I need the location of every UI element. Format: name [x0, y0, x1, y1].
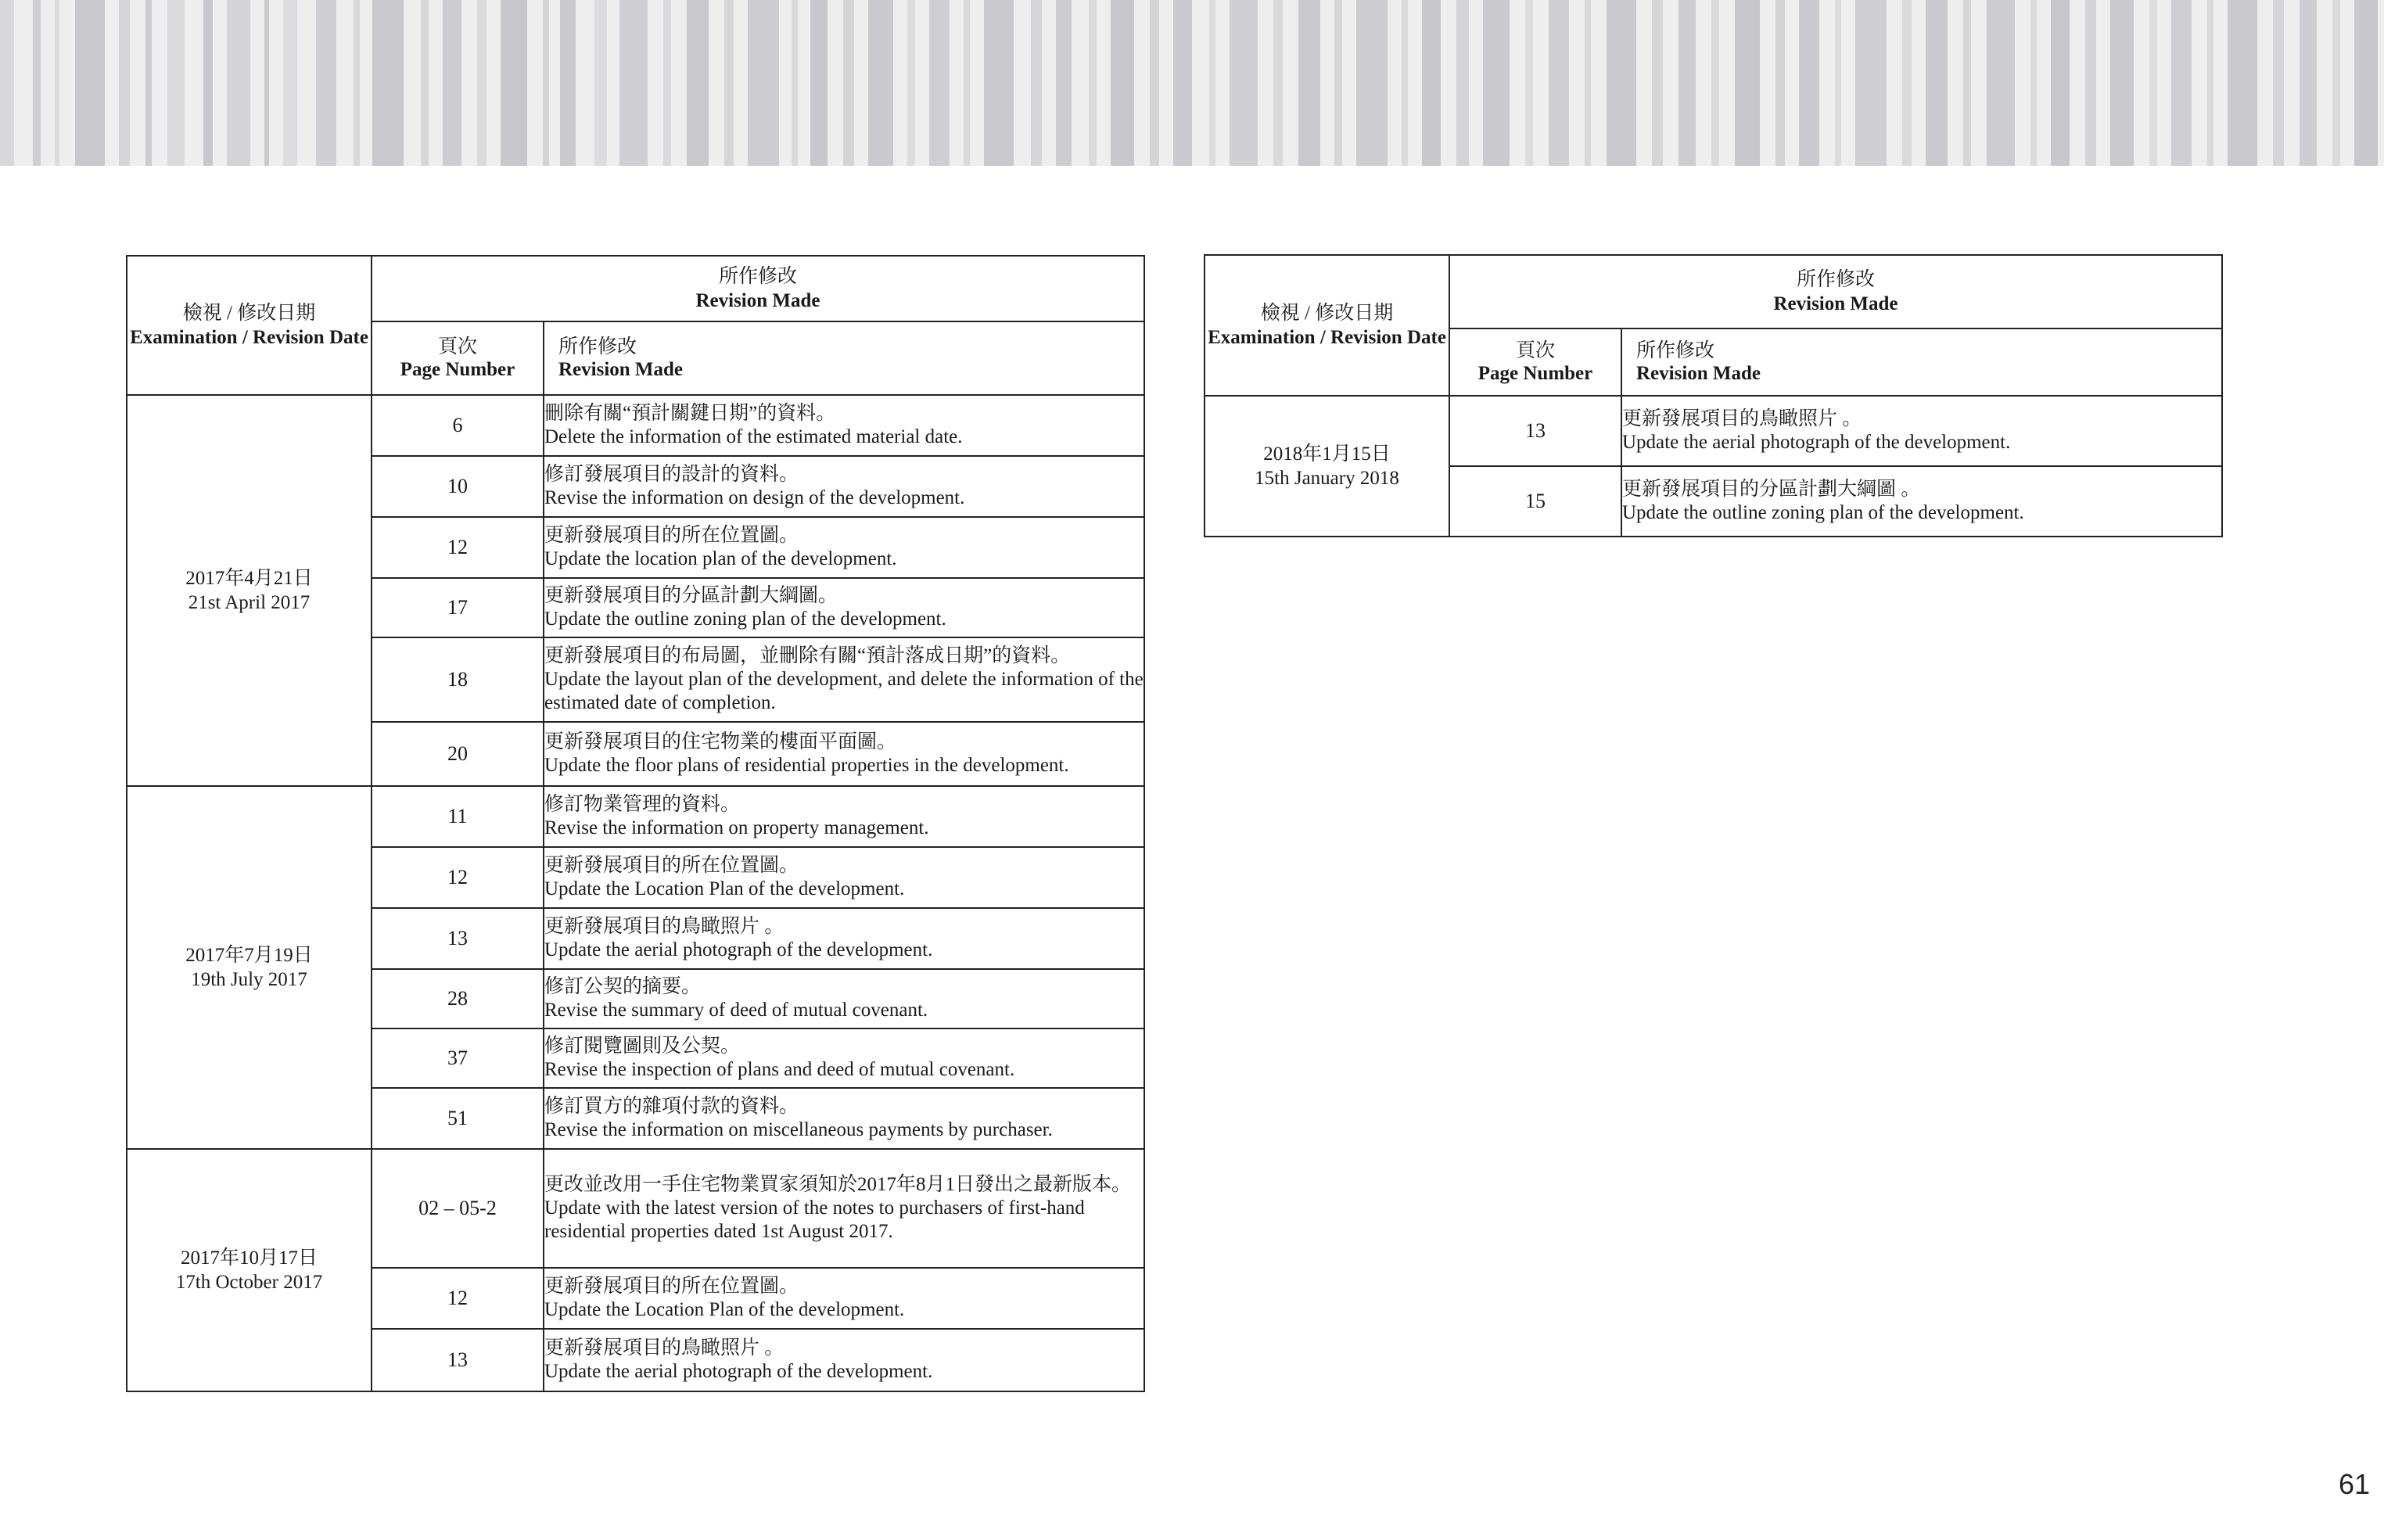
banner-stripe: [1835, 0, 1841, 166]
banner-stripe: [1652, 0, 1663, 166]
banner-stripe: [1711, 0, 1719, 166]
revision-description-en: Revise the information on miscellaneous payments by purchaser.: [544, 1119, 1053, 1140]
revision-date-zh: 2018年1月15日: [1263, 443, 1391, 465]
banner-stripe: [2171, 0, 2192, 166]
banner-stripe: [443, 0, 461, 166]
banner-stripe: [1902, 0, 1912, 166]
page-number-cell: 20: [372, 722, 544, 786]
banner-stripe: [560, 0, 576, 166]
revision-description-en: Update the layout plan of the development, and delete the information of the estimated date of completion.: [544, 669, 1144, 713]
revision-description-zh: 修訂發展項目的設計的資料。: [544, 464, 799, 485]
revision-date-en: 15th January 2018: [1255, 468, 1399, 489]
banner-stripe: [145, 0, 152, 166]
banner-stripe: [2332, 0, 2340, 166]
banner-stripe: [663, 0, 671, 166]
revision-description-en: Update the floor plans of residential properties in the development.: [544, 755, 1069, 776]
banner-stripe: [1422, 0, 1441, 166]
banner-stripe: [748, 0, 779, 166]
revision-date-zh: 2017年10月17日: [180, 1247, 318, 1269]
revision-description-cell: [544, 637, 1144, 722]
banner-stripe: [264, 0, 269, 166]
revision-description-zh: 更新發展項目的分區計劃大綱圖 。: [1622, 479, 1921, 500]
banner-stripe: [810, 0, 828, 166]
banner-stripe: [1173, 0, 1192, 166]
banner-stripe: [1775, 0, 1785, 166]
banner-stripe: [1585, 0, 1591, 166]
revision-date-cell: [1205, 396, 1449, 537]
revision-description-cell: [544, 722, 1144, 786]
revision-description-zh: 更新發展項目的鳥瞰照片 。: [1622, 408, 1862, 429]
revision-date-cell: [127, 1149, 372, 1391]
revision-description-en: Update the aerial photograph of the development.: [1622, 432, 2011, 453]
banner-stripe: [1926, 0, 1948, 166]
page-number-cell: 18: [372, 637, 544, 722]
banner-stripe: [1607, 0, 1636, 166]
banner-stripe: [868, 0, 893, 166]
revision-description-zh: 修訂物業管理的資料。: [544, 794, 741, 815]
revision-description-zh: 更新發展項目的所在位置圖。: [544, 525, 799, 546]
banner-stripe: [1356, 0, 1388, 166]
banner-stripe: [1031, 0, 1042, 166]
banner-stripe: [167, 0, 185, 166]
revision-description-cell: [544, 1028, 1144, 1088]
banner-stripe: [792, 0, 798, 166]
banner-stripe: [2273, 0, 2284, 166]
revision-description-cell: [544, 517, 1144, 578]
revision-date-zh: 2017年7月19日: [185, 945, 313, 966]
page-number-cell: 17: [372, 578, 544, 637]
revision-description-cell: [544, 578, 1144, 637]
banner-stripe: [543, 0, 549, 166]
page-number-cell: 12: [372, 847, 544, 908]
page-number-cell: 28: [372, 969, 544, 1028]
banner-stripe: [2110, 0, 2134, 166]
revision-description-cell: [544, 1149, 1144, 1268]
banner-stripe: [1230, 0, 1258, 166]
header-page-number: 頁次 Page Number: [1449, 328, 1621, 396]
banner-stripe: [2207, 0, 2213, 166]
revision-date-en: 19th July 2017: [191, 969, 307, 990]
banner-stripe: [203, 0, 213, 166]
banner-stripe: [372, 0, 404, 166]
page-number-cell: 13: [372, 908, 544, 969]
header-examination-date: 檢視 / 修改日期 Examination / Revision Date: [1205, 255, 1449, 396]
page-number-cell: 12: [372, 517, 544, 578]
banner-stripe: [1456, 0, 1469, 166]
banner-stripe: [501, 0, 527, 166]
revision-table-left: [126, 255, 1145, 1392]
revision-description-zh: 更新發展項目的所在位置圖。: [544, 1276, 799, 1297]
page-number-cell: 13: [1449, 396, 1621, 466]
revision-description-cell: [544, 847, 1144, 908]
revision-description-cell: [544, 969, 1144, 1028]
page-number-cell: 11: [372, 786, 544, 847]
revision-description-zh: 更新發展項目的鳥瞰照片 。: [544, 1337, 784, 1359]
banner-stripe: [283, 0, 297, 166]
revision-description-zh: 刪除有關“預計關鍵日期”的資料。: [544, 403, 836, 424]
revision-description-zh: 更新發展項目的鳥瞰照片 。: [544, 916, 784, 937]
page-number-cell: 13: [372, 1329, 544, 1391]
banner-stripe: [1678, 0, 1696, 166]
banner-stripe: [1525, 0, 1533, 166]
revision-description-cell: [544, 908, 1144, 969]
banner-stripe: [1855, 0, 1887, 166]
revision-description-en: Revise the inspection of plans and deed of mutual covenant.: [544, 1059, 1015, 1080]
revision-description-en: Update the aerial photograph of the development.: [544, 1361, 933, 1382]
table-row: [127, 786, 1144, 847]
header-page-number: 頁次 Page Number: [372, 321, 544, 395]
revision-description-en: Revise the information on property management.: [544, 817, 929, 838]
banner-stripe: [687, 0, 709, 166]
banner-stripe: [594, 0, 607, 166]
banner-stripe: [2085, 0, 2096, 166]
table-row: [127, 395, 1144, 456]
banner-stripe: [1549, 0, 1569, 166]
banner-stripe: [1987, 0, 2015, 166]
banner-stripe: [929, 0, 950, 166]
revision-description-cell: [544, 1329, 1144, 1391]
revision-description-en: Update with the latest version of the notes to purchasers of first-hand residential properties dated 1st August 2017.: [544, 1197, 1085, 1242]
revision-description-en: Update the Location Plan of the development.: [544, 1299, 905, 1320]
banner-stripe: [2149, 0, 2157, 166]
banner-stripe: [0, 0, 14, 166]
banner-stripe: [1963, 0, 1971, 166]
banner-stripe: [354, 0, 360, 166]
revision-description-zh: 更新發展項目的布局圖，並刪除有關“預計落成日期”的資料。: [544, 645, 1071, 666]
banner-stripe: [316, 0, 336, 166]
header-revision-description: 所作修改 Revision Made: [544, 321, 1144, 395]
revision-description-en: Revise the summary of deed of mutual covenant.: [544, 1000, 928, 1021]
page-number-cell: 15: [1449, 466, 1621, 537]
banner-stripe: [619, 0, 648, 166]
banner-stripe: [2300, 0, 2317, 166]
revision-description-en: Update the location plan of the development.: [544, 548, 897, 569]
banner-stripe: [907, 0, 915, 166]
banner-stripe: [984, 0, 1014, 166]
banner-stripe: [1089, 0, 1097, 166]
banner-stripe: [2051, 0, 2070, 166]
revision-date-cell: [127, 395, 372, 786]
revision-description-cell: [544, 456, 1144, 517]
revision-description-cell: [544, 1088, 1144, 1149]
revision-date-en: 17th October 2017: [175, 1272, 323, 1293]
page-number-cell: 02 – 05-2: [372, 1149, 544, 1268]
revision-description-cell: [544, 786, 1144, 847]
revision-date-zh: 2017年4月21日: [185, 568, 313, 589]
banner-stripe: [964, 0, 970, 166]
revision-description-en: Update the aerial photograph of the development.: [544, 939, 933, 960]
table-row: [127, 1149, 1144, 1268]
revision-description-en: Update the outline zoning plan of the development.: [544, 608, 946, 630]
revision-date-cell: [127, 786, 372, 1149]
revision-description-zh: 修訂閱覽圖則及公契。: [544, 1036, 741, 1057]
revision-description-zh: 修訂買方的雜項付款的資料。: [544, 1096, 799, 1117]
page-number-cell: 10: [372, 456, 544, 517]
revision-description-en: Revise the information on design of the development.: [544, 487, 965, 508]
banner-stripe: [55, 0, 59, 166]
revision-table-right: [1204, 254, 2223, 537]
page-number-cell: 51: [372, 1088, 544, 1149]
page-number-cell: 37: [372, 1028, 544, 1088]
revision-description-zh: 更新發展項目的住宅物業的樓面平面圖。: [544, 731, 897, 752]
table-row: [1205, 396, 2222, 466]
decorative-striped-banner: [0, 0, 2384, 166]
banner-stripe: [1483, 0, 1510, 166]
revision-description-en: Delete the information of the estimated material date.: [544, 426, 963, 447]
page-number-cell: 6: [372, 395, 544, 456]
header-examination-date: 檢視 / 修改日期 Examination / Revision Date: [127, 256, 372, 395]
banner-stripe: [1111, 0, 1134, 166]
revision-date-en: 21st April 2017: [188, 592, 311, 613]
header-revision-made: 所作修改 Revision Made: [1449, 255, 2222, 328]
revision-description-zh: 更新發展項目的分區計劃大綱圖。: [544, 585, 838, 606]
banner-stripe: [75, 0, 105, 166]
revision-description-cell: [1621, 466, 2222, 537]
banner-stripe: [2354, 0, 2378, 166]
banner-stripe: [1735, 0, 1760, 166]
banner-stripe: [1402, 0, 1408, 166]
banner-stripe: [477, 0, 486, 166]
banner-stripe: [1273, 0, 1283, 166]
banner-stripe: [843, 0, 854, 166]
banner-stripe: [1334, 0, 1342, 166]
header-revision-description: 所作修改 Revision Made: [1621, 328, 2222, 396]
revision-description-cell: [544, 1268, 1144, 1329]
revision-description-cell: [544, 395, 1144, 456]
banner-stripe: [2228, 0, 2257, 166]
banner-stripe: [119, 0, 130, 166]
banner-stripe: [1298, 0, 1320, 166]
page-number: 61: [2338, 1468, 2370, 1500]
banner-stripe: [33, 0, 41, 166]
revision-description-zh: 修訂公契的摘要。: [544, 976, 702, 997]
banner-stripe: [2030, 0, 2037, 166]
banner-stripe: [1799, 0, 1819, 166]
banner-stripe: [227, 0, 250, 166]
banner-stripe: [724, 0, 734, 166]
banner-stripe: [1209, 0, 1215, 166]
header-revision-made: 所作修改 Revision Made: [372, 256, 1144, 321]
page-number-cell: 12: [372, 1268, 544, 1329]
revision-description-en: Update the Location Plan of the development.: [544, 878, 905, 899]
banner-stripe: [1150, 0, 1159, 166]
banner-stripe: [421, 0, 429, 166]
revision-description-cell: [1621, 396, 2222, 466]
revision-description-zh: 更新發展項目的所在位置圖。: [544, 855, 799, 876]
revision-description-zh: 更改並改用一手住宅物業買家須知於2017年8月1日發出之最新版本。: [544, 1174, 1132, 1195]
banner-stripe: [1056, 0, 1072, 166]
revision-description-en: Update the outline zoning plan of the development.: [1622, 502, 2024, 523]
